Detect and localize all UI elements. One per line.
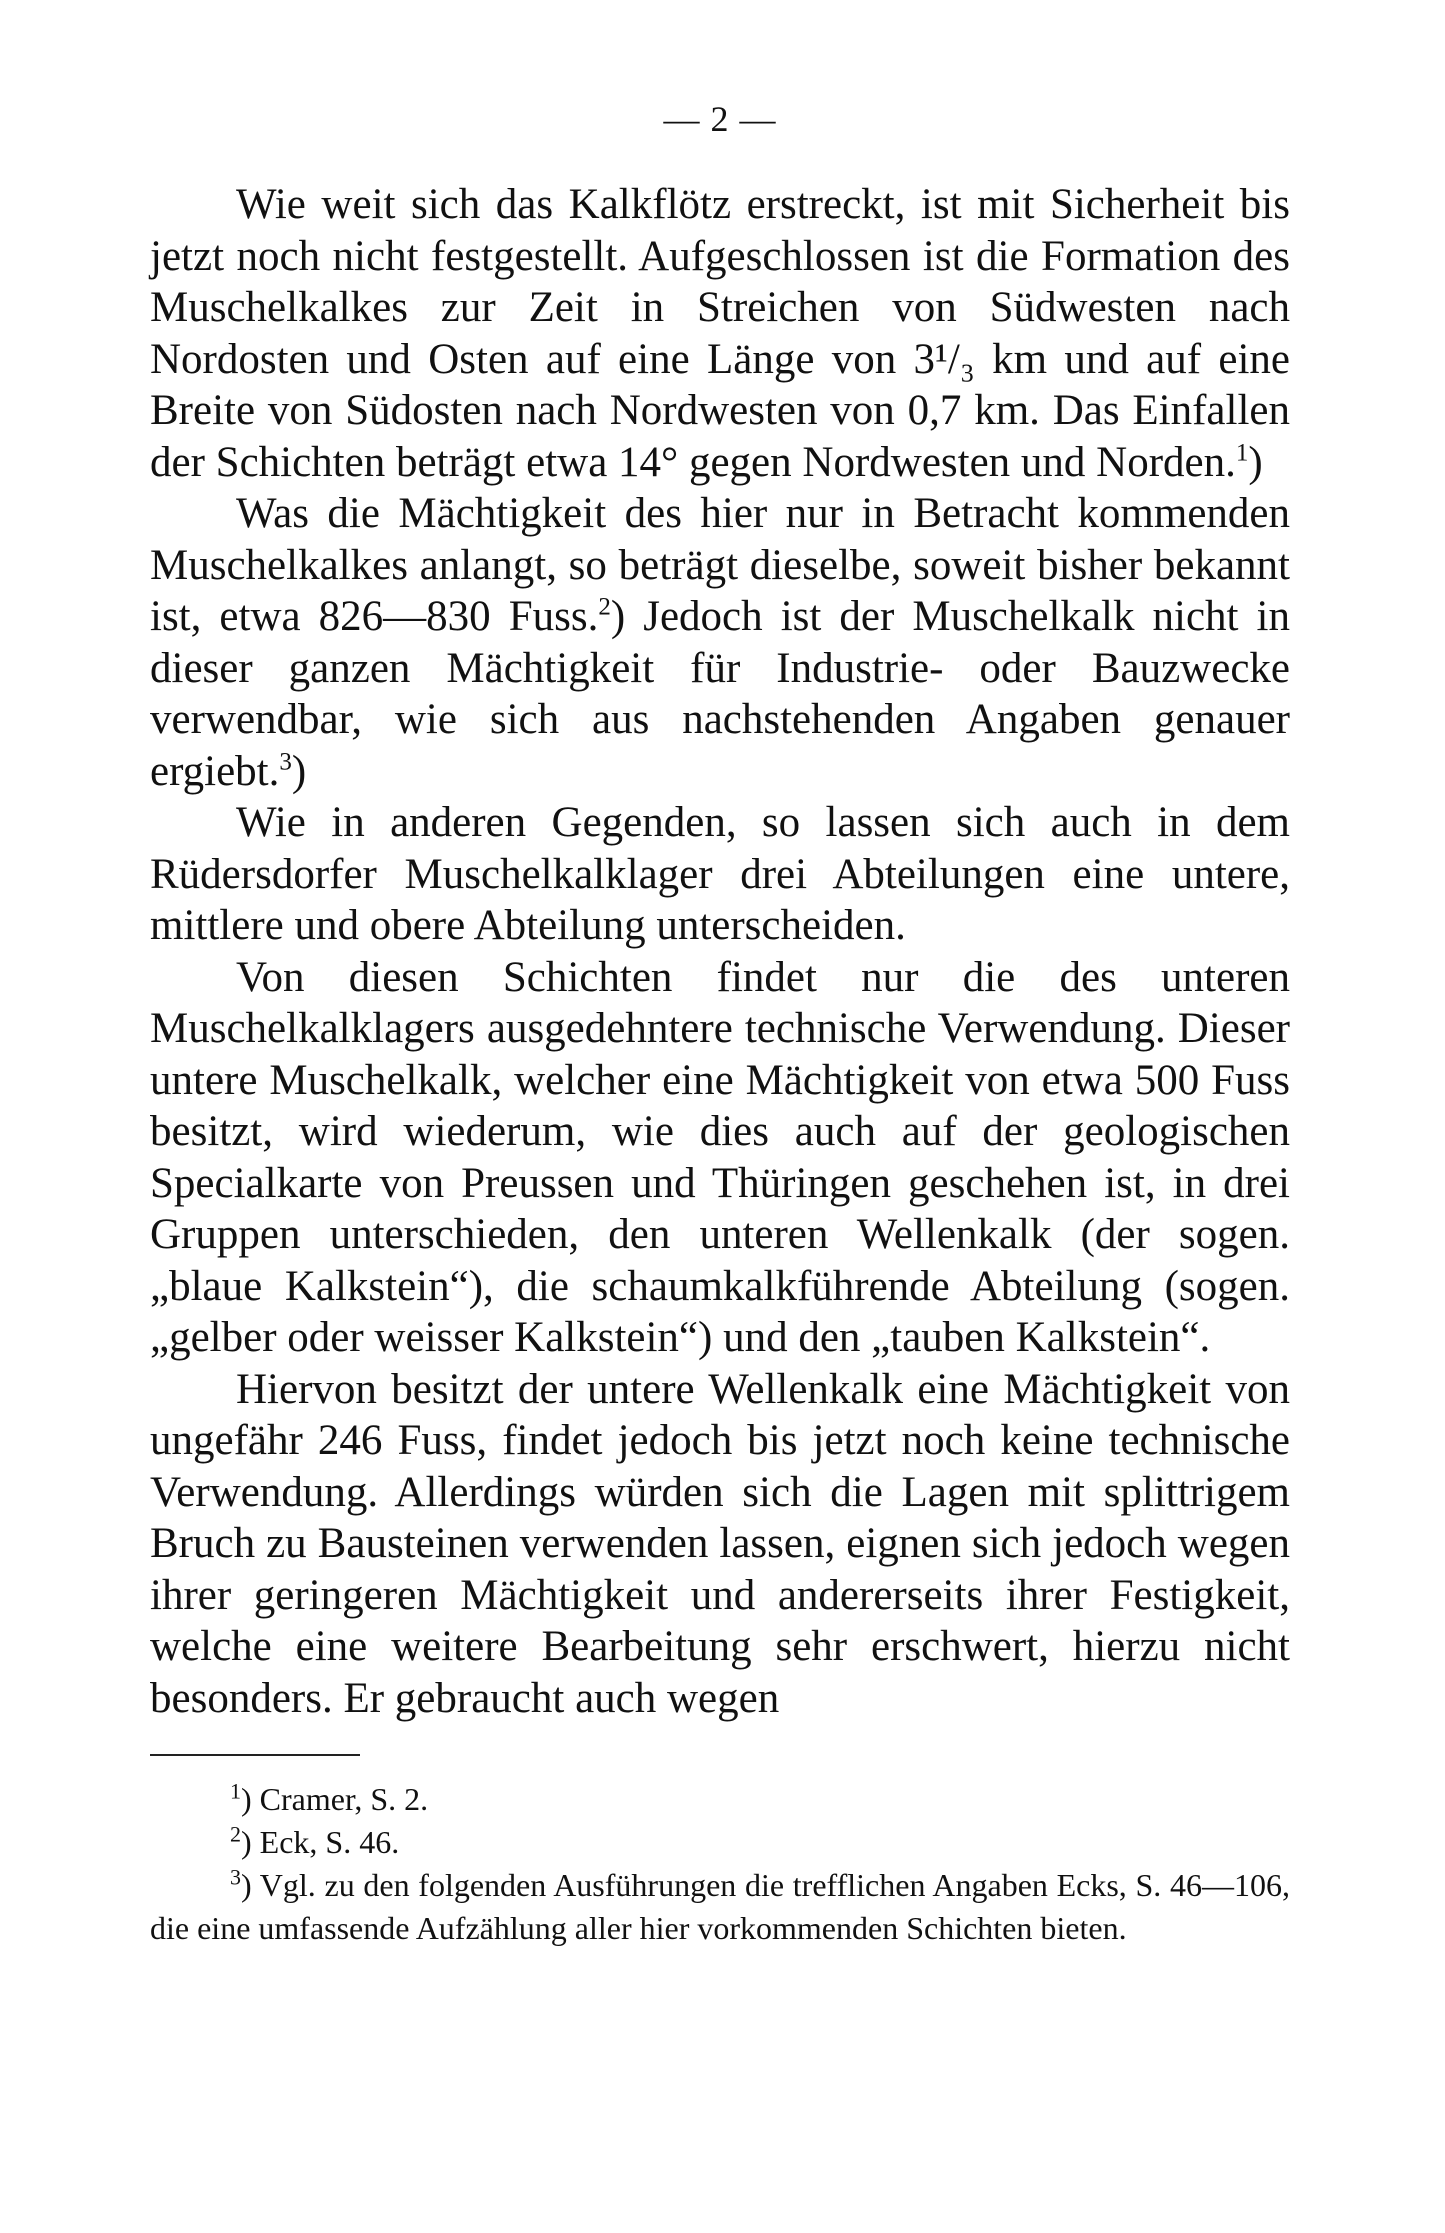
footnote-divider (150, 1754, 360, 1756)
paragraph-1 (150, 179, 1290, 488)
paragraph-3: Wie in anderen Gegenden, so lassen sich auch in dem Rüdersdorfer Muschelkalklager drei Abteilungen eine untere, mittlere und obere Abteilung unterscheiden. (150, 799, 1290, 949)
footnote-mark: 3 (230, 1864, 241, 1890)
paragraph-4: Von diesen Schichten findet nur die des unteren Muschelkalklagers ausgedehntere technische Verwendung. Dieser untere Muschelkalk, welcher eine Mächtigkeit von etwa 500 Fuss besitzt, wird wiederum, wie dies auch auf der geologischen Specialkarte von Preussen und Thüringen geschehen ist, in drei Gruppen unterschieden, den unteren Wellenkalk (der sogen. „blaue Kalkstein“), die schaumkalkführende Abteilung (sogen. „gelber oder weisser Kalkstein“) und den „tauben Kalkstein“. (150, 953, 1290, 1361)
document-page (150, 95, 1290, 1950)
footnotes (150, 1778, 1290, 1950)
footnote-mark: 1 (230, 1778, 241, 1804)
page-number: — 2 — (663, 99, 777, 139)
footnote-ref-close: ) (291, 747, 307, 795)
paragraph-5: Hiervon besitzt der untere Wellenkalk eine Mächtigkeit von ungefähr 246 Fuss, findet jedoch bis jetzt noch keine technische Verwendung. Allerdings würden sich die Lagen mit splittrigem Bruch zu Bausteinen verwenden lassen, eignen sich jedoch wegen ihrer geringeren Mächtigkeit und andererseits ihrer Festigkeit, welche eine weitere Bearbeitung sehr erschwert, hierzu nicht besonders. Er gebraucht auch wegen (150, 1365, 1290, 1722)
footnote-text: ) Vgl. zu den folgenden Ausführungen die trefflichen Angaben Ecks, S. 46—106, die eine umfassende Aufzählung aller hier vorkommenden Schichten bieten. (150, 1867, 1290, 1946)
footnote-ref-2: 2 (598, 593, 611, 621)
paragraph-text: Was die Mächtigkeit des hier nur in Betracht kommenden Muschelkalkes anlangt, so beträgt dieselbe, soweit bisher bekannt ist, etwa 826—830 Fuss. (150, 490, 1290, 640)
footnote-ref-1: 1 (1235, 439, 1249, 467)
paragraph-text-continued: ) Jedoch ist der Muschelkalk nicht in dieser ganzen Mächtigkeit für Industrie- oder Bauzwecke verwendbar, wie sich aus nachstehenden Angaben genauer ergiebt. (150, 593, 1290, 795)
footnote-1 (150, 1778, 1290, 1821)
paragraph-text: Wie weit sich das Kalkflötz erstreckt, ist mit Sicherheit bis jetzt noch nicht festgestellt. Aufgeschlossen ist die Formation des Muschelkalkes zur Zeit in Streichen von Südwesten nach Nordosten und Osten auf eine Länge von 3¹/₃ km und auf eine Breite von Südosten nach Nordwesten von 0,7 km. Das Einfallen der Schichten beträgt etwa 14° gegen Nordwesten und Norden. (150, 181, 1290, 486)
footnote-ref-close: ) (1248, 438, 1263, 486)
footnote-text: ) Eck, S. 46. (241, 1824, 400, 1860)
footnote-3 (150, 1864, 1290, 1950)
body-text (150, 179, 1290, 1724)
paragraph-2 (150, 488, 1290, 797)
footnote-text: ) Cramer, S. 2. (241, 1781, 429, 1817)
footnote-mark: 2 (230, 1821, 241, 1847)
footnote-ref-3: 3 (279, 748, 292, 776)
footnote-2 (150, 1821, 1290, 1864)
